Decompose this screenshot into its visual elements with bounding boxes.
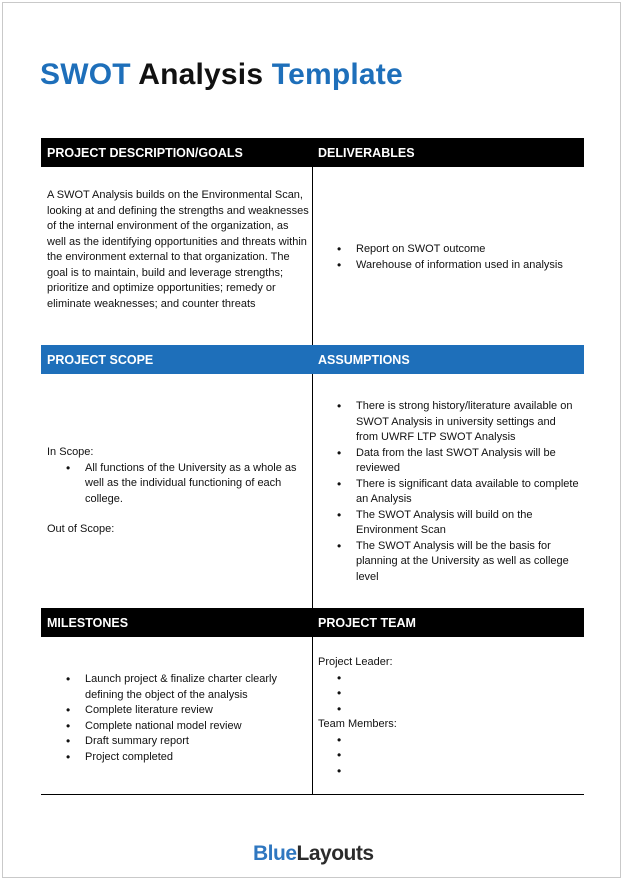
page-title [40,58,403,92]
list-item [356,748,580,764]
logo-part-blue: Blue [253,842,297,865]
deliverables-list [318,242,580,273]
assumptions-list [318,399,580,585]
project-leader-label: Project Leader: [318,656,393,668]
list-item [356,702,580,718]
header-row-3 [41,608,584,637]
header-row-1 [41,138,584,167]
list-item: • Complete national model review [85,719,309,735]
list-item: • Data from the last SWOT Analysis will be reviewed [356,446,580,477]
header-assumptions: ASSUMPTIONS [318,353,410,367]
header-deliverables: DELIVERABLES [318,146,415,160]
logo-part-layouts: Layouts [296,842,374,865]
header-milestones: MILESTONES [47,616,129,630]
out-of-scope-label: Out of Scope: [47,523,115,535]
list-item: • Complete literature review [85,703,309,719]
milestones-cell [47,672,309,765]
list-item: • Report on SWOT outcome [356,242,580,258]
list-item [356,733,580,749]
list-item: • The SWOT Analysis will build on the Environment Scan [356,508,580,539]
list-item: • Warehouse of information used in analysis [356,258,580,274]
in-scope-list [47,461,309,508]
column-divider [312,637,313,794]
list-item: • Launch project & finalize charter clearly defining the object of the analysis [85,672,309,703]
header-project-description: PROJECT DESCRIPTION/GOALS [47,146,243,160]
column-divider [312,167,313,345]
column-divider [312,374,313,608]
project-scope-cell [47,445,309,538]
list-item [356,686,580,702]
team-members-list [318,733,580,780]
list-item [356,764,580,780]
title-part-analysis: Analysis [138,58,264,91]
title-part-template: Template [271,58,403,91]
in-scope-label: In Scope: [47,446,94,458]
team-members-label: Team Members: [318,718,397,730]
list-item: • All functions of the University as a whole as well as the individual functioning of each college. [85,461,305,508]
assumptions-cell [318,399,580,585]
project-description-text: A SWOT Analysis builds on the Environmental Scan, looking at and defining the strengths and weaknesses of the internal environment of the organization, as well as the identifying opportunities and threats within the environment external to that organization. The goal is to maintain, build and leverage strengths; prioritize and optimize opportunities; remedy or eliminate weaknesses; and counter threats [47,189,309,310]
list-item: • There is significant data available to complete an Analysis [356,477,580,508]
list-item: • There is strong history/literature available on SWOT Analysis in university settings and from UWRF LTP SWOT Analysis [356,399,580,446]
project-team-cell [318,655,580,779]
project-leader-list [318,671,580,718]
milestones-list [47,672,309,765]
title-part-swot: SWOT [40,58,131,91]
header-project-team: PROJECT TEAM [318,616,416,630]
deliverables-list-cell [318,242,580,273]
header-row-2 [41,345,584,374]
list-item: • Project completed [85,750,309,766]
list-item: • Draft summary report [85,734,309,750]
list-item: • The SWOT Analysis will be the basis for planning at the University as well as college level [356,539,580,586]
table-bottom-border [41,794,584,795]
blue-layouts-logo [253,842,374,866]
header-project-scope: PROJECT SCOPE [47,353,154,367]
list-item [356,671,580,687]
